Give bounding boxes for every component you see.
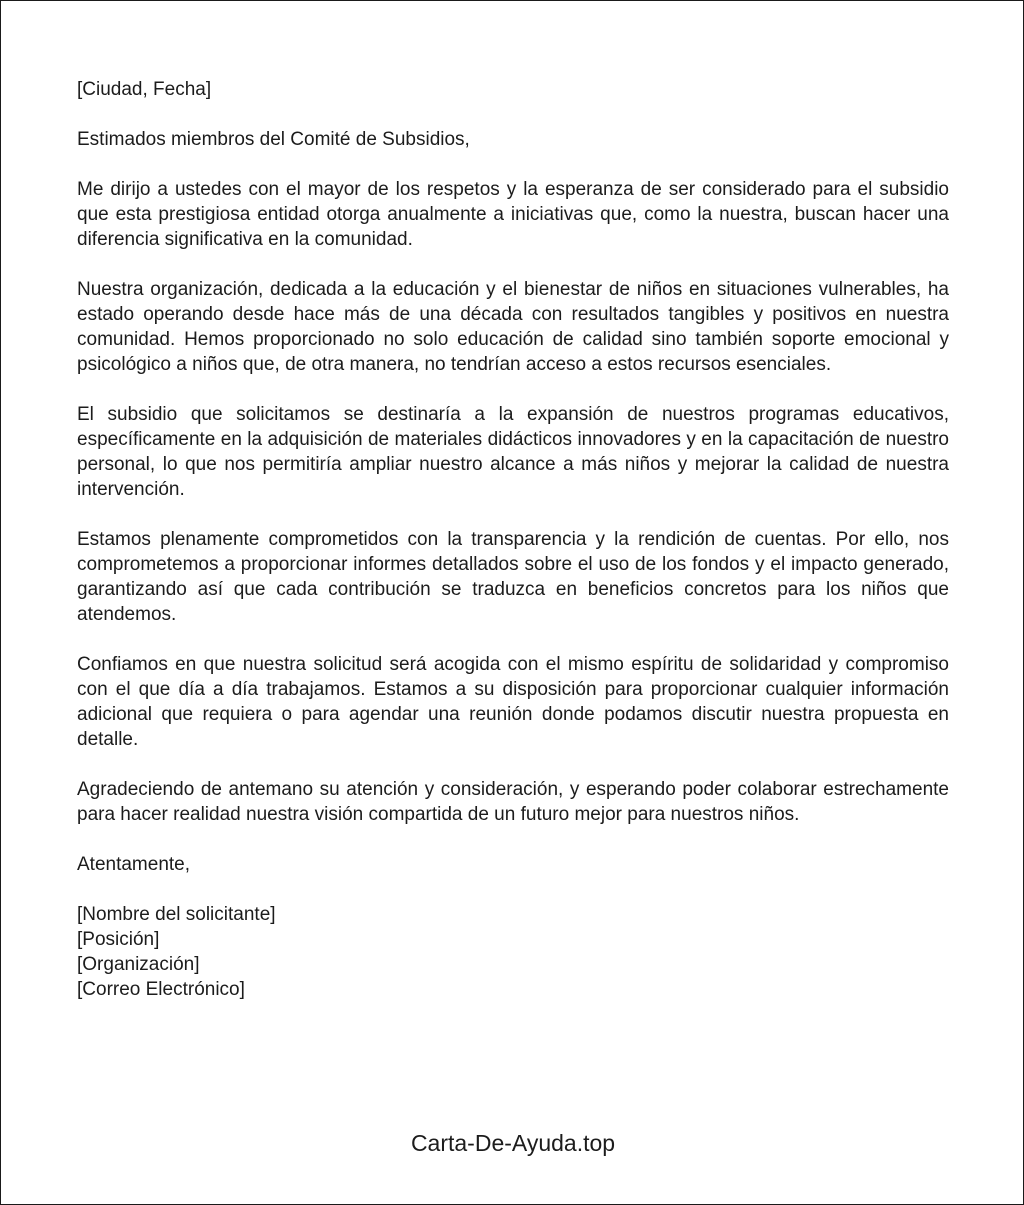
footer-brand: Carta-De-Ayuda.top bbox=[410, 1130, 616, 1156]
paragraph-transparency: Estamos plenamente comprometidos con la transparencia y la rendición de cuentas. Por ello, nos comprometemos a proporcionar informes detallados sobre el uso de los fondos y el impacto generado, garantizando así que cada contribución se traduzca en beneficios concretos para los niños que atendemos. bbox=[77, 529, 949, 625]
signature-block bbox=[77, 902, 949, 1002]
signature-position: [Posición] bbox=[77, 929, 160, 950]
paragraph-confidence: Confiamos en que nuestra solicitud será acogida con el mismo espíritu de solidaridad y compromiso con el que día a día trabajamos. Estamos a su disposición para proporcionar cualquier información adicional que requiera o para agendar una reunión donde podamos discutir nuestra propuesta en detalle. bbox=[77, 654, 949, 750]
letter-body bbox=[77, 77, 949, 1002]
paragraph-subsidy-use: El subsidio que solicitamos se destinaría a la expansión de nuestros programas educativos, específicamente en la adquisición de materiales didácticos innovadores y en la capacitación de nuestro personal, lo que nos permitiría ampliar nuestro alcance a más niños y mejorar la calidad de nuestra intervención. bbox=[77, 404, 949, 500]
salutation: Estimados miembros del Comité de Subsidios, bbox=[77, 129, 470, 150]
paragraph-intro: Me dirijo a ustedes con el mayor de los respetos y la esperanza de ser considerado para el subsidio que esta prestigiosa entidad otorga anualmente a iniciativas que, como la nuestra, buscan hacer una diferencia significativa en la comunidad. bbox=[77, 179, 949, 250]
signature-email: [Correo Electrónico] bbox=[77, 979, 245, 1000]
paragraph-organization: Nuestra organización, dedicada a la educación y el bienestar de niños en situaciones vulnerables, ha estado operando desde hace más de una década con resultados tangibles y positivos en nuestra comunidad. Hemos proporcionado no solo educación de calidad sino también soporte emocional y psicológico a niños que, de otra manera, no tendrían acceso a estos recursos esenciales. bbox=[77, 279, 949, 375]
closing: Atentamente, bbox=[77, 854, 191, 875]
signature-name: [Nombre del solicitante] bbox=[77, 904, 276, 925]
paragraph-thanks: Agradeciendo de antemano su atención y consideración, y esperando poder colaborar estrechamente para hacer realidad nuestra visión compartida de un futuro mejor para nuestros niños. bbox=[77, 779, 949, 825]
place-date: [Ciudad, Fecha] bbox=[77, 79, 212, 100]
signature-organization: [Organización] bbox=[77, 954, 200, 975]
